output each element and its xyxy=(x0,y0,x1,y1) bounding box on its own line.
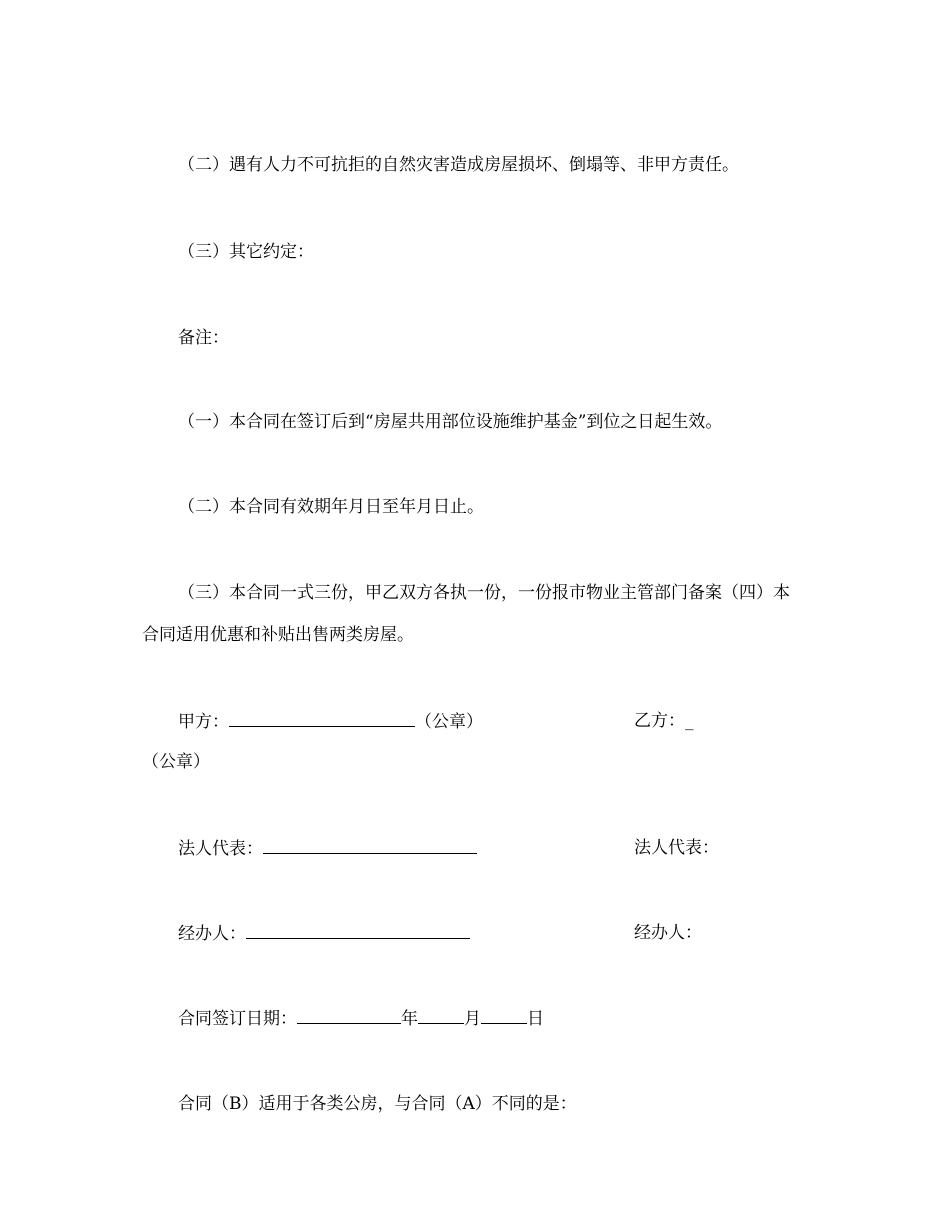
legal-rep-a-row xyxy=(178,837,477,860)
party-a-label: 甲方： xyxy=(178,712,229,732)
party-a-signature-line xyxy=(229,710,415,727)
day-label: 日 xyxy=(527,1009,544,1029)
year-label: 年 xyxy=(401,1009,418,1029)
month-blank xyxy=(418,1007,464,1024)
day-blank xyxy=(481,1007,527,1024)
remark-validity-period: （二）本合同有效期年月日至年月日止。 xyxy=(178,497,484,517)
remark-copies-line1: （三）本合同一式三份，甲乙双方各执一份，一份报市物业主管部门备案（四）本 xyxy=(178,583,790,603)
remark-copies-line2: 合同适用优惠和补贴出售两类房屋。 xyxy=(142,625,414,645)
sign-date-row xyxy=(178,1007,544,1030)
remark-effective-date: （一）本合同在签订后到“房屋共用部位设施维护基金”到位之日起生效。 xyxy=(178,412,723,432)
legal-rep-a-label: 法人代表： xyxy=(178,839,263,859)
handler-b-label: 经办人： xyxy=(634,923,702,943)
remarks-heading: 备注： xyxy=(178,328,229,348)
handler-a-row xyxy=(178,922,470,945)
month-label: 月 xyxy=(464,1009,481,1029)
party-b-label: 乙方：_ xyxy=(634,711,694,731)
year-blank xyxy=(297,1007,401,1024)
party-a-row xyxy=(178,710,483,733)
handler-a-signature-line xyxy=(246,922,470,939)
clause-force-majeure: （二）遇有人力不可抗拒的自然灾害造成房屋损坏、倒塌等、非甲方责任。 xyxy=(178,155,739,175)
party-b-seal: （公章） xyxy=(142,752,210,772)
handler-a-label: 经办人： xyxy=(178,924,246,944)
legal-rep-b-label: 法人代表： xyxy=(634,838,719,858)
legal-rep-a-signature-line xyxy=(263,837,477,854)
clause-other-agreements: （三）其它约定： xyxy=(178,242,314,262)
sign-date-label: 合同签订日期： xyxy=(178,1009,297,1029)
party-a-seal: （公章） xyxy=(415,712,483,732)
contract-b-note: 合同（B）适用于各类公房，与合同（A）不同的是： xyxy=(178,1094,577,1114)
